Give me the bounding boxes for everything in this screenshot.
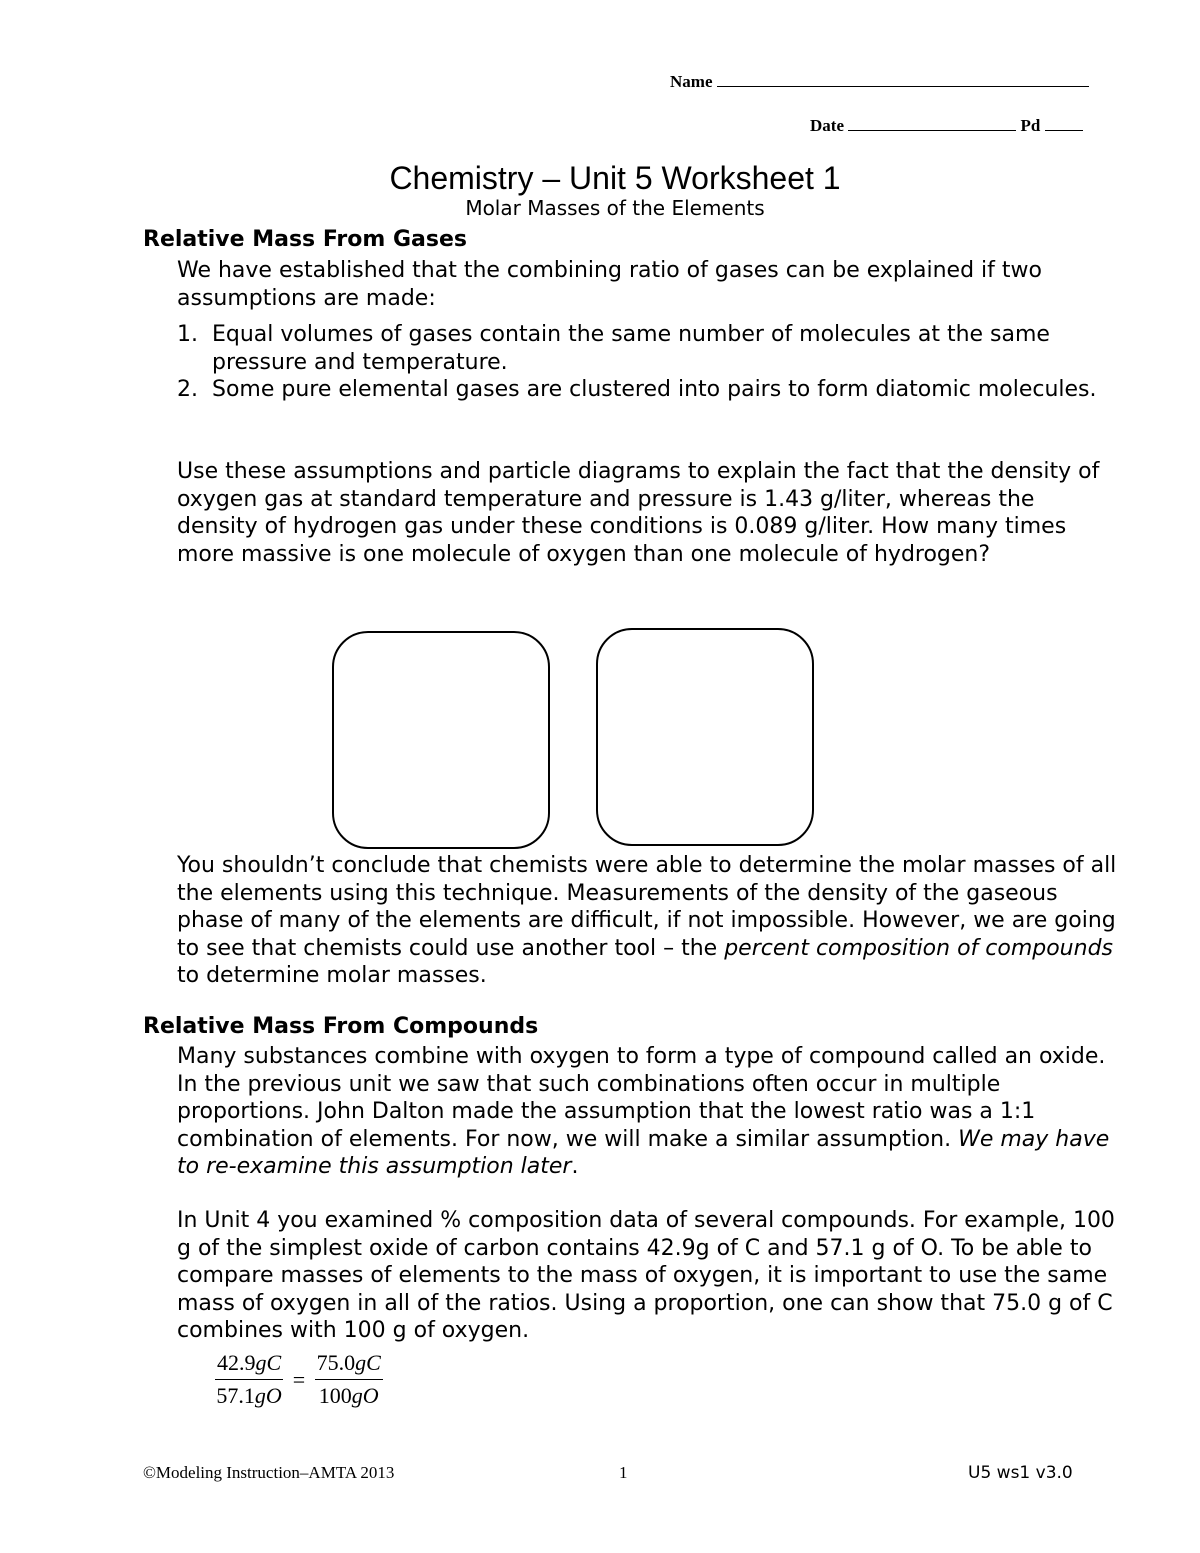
name-label: Name xyxy=(670,72,713,91)
intro-paragraph: We have established that the combining ratio of gases can be explained if two assumptions are made: xyxy=(177,258,1042,311)
conclusion-text-end: to determine molar masses. xyxy=(177,963,487,988)
name-blank[interactable] xyxy=(717,70,1089,87)
name-field[interactable] xyxy=(670,70,1089,92)
conclusion-emphasis: percent composition of compounds xyxy=(724,935,1113,961)
page-subtitle: Molar Masses of the Elements xyxy=(465,196,765,220)
date-period-field[interactable] xyxy=(810,114,1083,136)
list-number: 1. xyxy=(177,322,198,347)
page-title: Chemistry – Unit 5 Worksheet 1 xyxy=(389,160,841,196)
assumptions-list xyxy=(177,321,1117,404)
composition-paragraph: In Unit 4 you examined % composition data of several compounds. For example, 100 g of the simplest oxide of carbon contains 42.9g of C and 57.1 g of O. To be able to compare masses of elements to the mass of oxygen, it is important to use the same mass of oxygen in all of the ratios. Using a proportion, one can show that 75.0 g of C combines with 100 g of oxygen. xyxy=(177,1208,1115,1343)
right-denominator: 100gO xyxy=(318,1383,379,1408)
oxide-paragraph xyxy=(177,1043,1117,1181)
right-fraction xyxy=(315,1350,383,1409)
equals-sign: = xyxy=(292,1366,306,1392)
list-item xyxy=(177,321,1117,376)
question-paragraph: Use these assumptions and particle diagrams to explain the fact that the density of oxygen gas at standard temperature and pressure is 1.43 g/liter, whereas the density of hydrogen gas under these conditions is 0.089 g/liter. How many times more massive is one molecule of oxygen than one molecule of hydrogen? xyxy=(177,459,1100,567)
hydrogen-diagram-box[interactable] xyxy=(596,628,814,846)
date-blank[interactable] xyxy=(848,114,1016,131)
conclusion-paragraph xyxy=(177,852,1117,990)
left-denominator: 57.1gO xyxy=(216,1383,282,1408)
list-item xyxy=(177,376,1117,404)
oxide-emphasis: We may have to re-examine this assumption later xyxy=(177,1126,1110,1179)
list-text: Equal volumes of gases contain the same number of molecules at the same pressure and temperature. xyxy=(212,322,1050,375)
oxygen-diagram-box[interactable] xyxy=(332,631,550,849)
footer-version: U5 ws1 v3.0 xyxy=(968,1463,1073,1483)
oxide-text-end: . xyxy=(571,1154,579,1179)
section-heading-gases: Relative Mass From Gases xyxy=(143,227,467,252)
period-label: Pd xyxy=(1020,116,1041,135)
right-numerator: 75.0gC xyxy=(315,1350,383,1380)
footer-copyright: ©Modeling Instruction–AMTA 2013 xyxy=(143,1463,395,1482)
period-blank[interactable] xyxy=(1045,114,1083,131)
left-fraction xyxy=(215,1350,283,1409)
list-number: 2. xyxy=(177,377,198,402)
date-label: Date xyxy=(810,116,844,135)
footer-page-number: 1 xyxy=(619,1463,628,1482)
oxide-text: Many substances combine with oxygen to form a type of compound called an oxide. In the previous unit we saw that such combinations often occur in multiple proportions. John Dalton made the assumption that the lowest ratio was a 1:1 combination of elements. For now, we will make a similar assumption. xyxy=(177,1044,1106,1152)
proportion-equation xyxy=(215,1350,383,1409)
left-numerator: 42.9gC xyxy=(215,1350,283,1380)
list-text: Some pure elemental gases are clustered into pairs to form diatomic molecules. xyxy=(212,377,1097,402)
conclusion-text: You shouldn’t conclude that chemists were able to determine the molar masses of all the elements using this technique. Measurements of the density of the gaseous phase of many of the elements are difficult, if not impossible. However, we are going to see that chemists could use another tool – the xyxy=(177,853,1117,961)
section-heading-compounds: Relative Mass From Compounds xyxy=(143,1014,539,1039)
